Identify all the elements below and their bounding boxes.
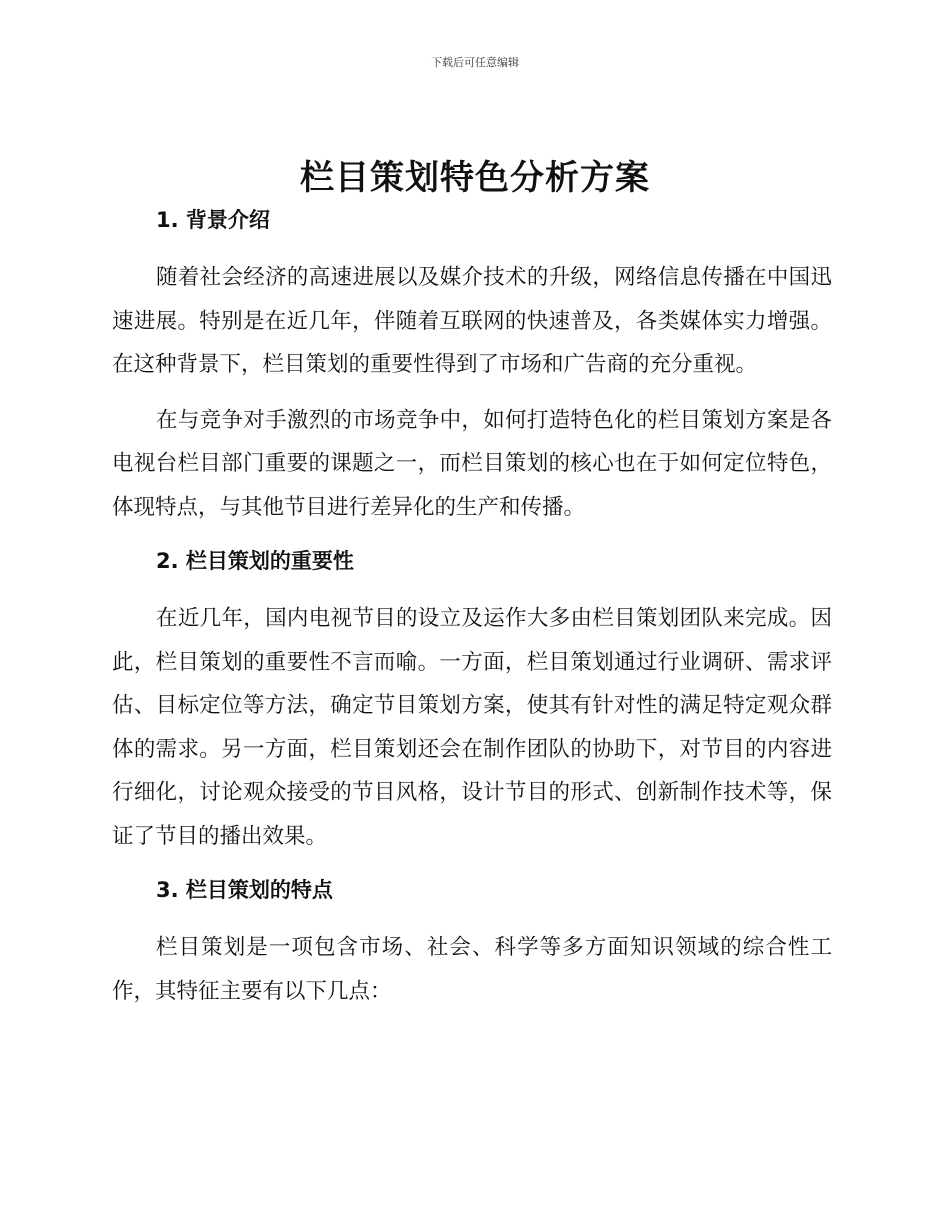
section-heading-importance: 2. 栏目策划的重要性 xyxy=(156,549,354,573)
section-heading-features: 3. 栏目策划的特点 xyxy=(156,878,333,902)
header-note: 下载后可任意编辑 xyxy=(431,56,519,69)
document-body xyxy=(112,202,832,1013)
paragraph-importance-1: 在近几年，国内电视节目的设立及运作大多由栏目策划团队来完成。因此，栏目策划的重要性不言而喻。一方面，栏目策划通过行业调研、需求评估、目标定位等方法，确定节目策划方案，使其有针对性的满足特定观众群体的需求。另一方面，栏目策划还会在制作团队的协助下，对节目的内容进行细化，讨论观众接受的节目风格，设计节目的形式、创新制作技术等，保证了节目的播出效果。 xyxy=(112,606,832,849)
paragraph-background-1: 随着社会经济的高速进展以及媒介技术的升级，网络信息传播在中国迅速进展。特别是在近几年，伴随着互联网的快速普及，各类媒体实力增强。在这种背景下，栏目策划的重要性得到了市场和广告商的充分重视。 xyxy=(112,265,832,377)
paragraph-features-1: 栏目策划是一项包含市场、社会、科学等多方面知识领域的综合性工作，其特征主要有以下几点： xyxy=(112,935,832,1004)
document-title: 栏目策划特色分析方案 xyxy=(300,158,650,198)
section-heading-background: 1. 背景介绍 xyxy=(156,208,270,232)
paragraph-background-2: 在与竞争对手激烈的市场竞争中，如何打造特色化的栏目策划方案是各电视台栏目部门重要的课题之一，而栏目策划的核心也在于如何定位特色，体现特点，与其他节目进行差异化的生产和传播。 xyxy=(112,407,832,520)
